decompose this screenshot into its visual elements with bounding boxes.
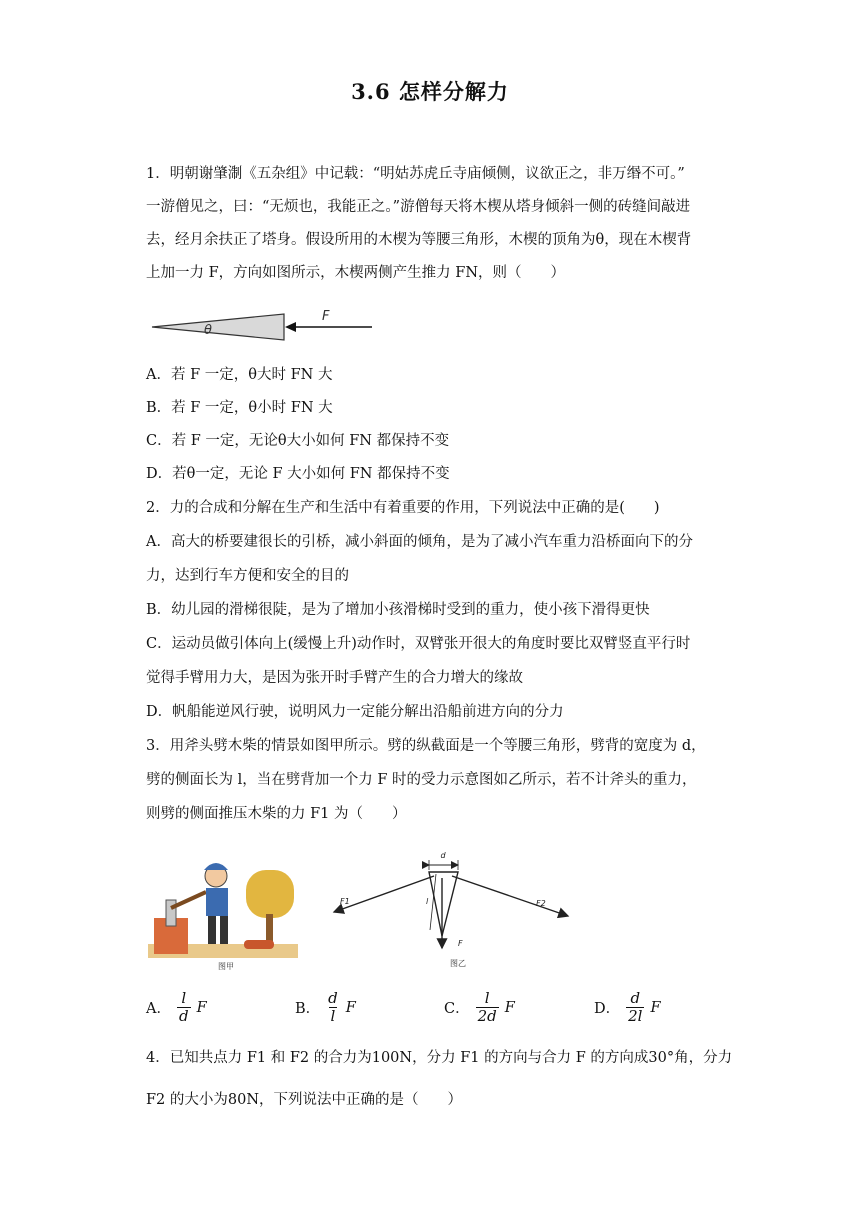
wedge-outline [429,872,458,936]
q1-line-3: 去，经月余扶正了塔身。假设所用的木楔为等腰三角形，木楔的顶角为θ，现在木楔背 [146,232,692,248]
fraction [476,990,499,1025]
force-diagram [330,848,580,973]
person-leg-right [220,916,228,944]
label-f1: F1 [340,897,350,906]
fraction-numerator: d [328,989,338,1007]
q3-option-a[interactable] [146,990,207,1025]
q1-option-d[interactable]: D．若θ一定，无论 F 大小如何 FN 都保持不变 [146,466,450,482]
q3-option-c[interactable] [444,990,515,1025]
wedge-figure [146,300,386,350]
person-body [206,888,228,916]
option-letter: D． [594,1001,621,1017]
person-leg-left [208,916,216,944]
option-letter: A． [146,1001,171,1017]
q2-option-c-line-1[interactable]: C．运动员做引体向上(缓慢上升)动作时，双臂张开很大的角度时要比双臂竖直平行时 [146,636,691,652]
force-symbol: F [504,999,515,1016]
q2-option-a-line-2[interactable]: 力，达到行车方便和安全的目的 [146,568,349,584]
fraction-denominator: l [330,1007,336,1025]
fraction [326,990,340,1025]
fraction-denominator: d [178,1007,189,1025]
q3-option-d[interactable] [594,990,661,1025]
person-cap [204,863,228,870]
q1-line-1: 1．明朝谢肇淛《五杂组》中记载：“明姑苏虎丘寺庙倾侧，议欲正之，非万缗不可。” [146,166,685,182]
q1-line-2: 一游僧见之，曰：“无烦也，我能正之。”游僧每天将木楔从塔身倾斜一侧的砖缝间敲进 [146,199,691,215]
q1-line-4: 上加一力 F，方向如图所示，木楔两侧产生推力 FN，则（ ） [146,265,566,281]
fraction-numerator: d [630,989,641,1007]
label-f2: F2 [536,899,546,908]
q3-line-3: 则劈的侧面推压木柴的力 F1 为（ ） [146,806,407,822]
q2-stem: 2．力的合成和分解在生产和生活中有着重要的作用，下列说法中正确的是( ) [146,500,660,516]
option-letter: B． [295,1001,321,1017]
force-arrow-head [285,322,296,332]
page-title: 3.6 怎样分解力 [351,79,509,104]
force-f1-arrow [334,876,434,912]
q4-line-1: 4．已知共点力 F1 和 F2 的合力为100N，分力 F1 的方向与合力 F 的方向成30°角，分力 [146,1050,733,1066]
fraction-numerator: l [181,989,187,1007]
fraction [177,990,191,1025]
wedge-shape [152,314,284,340]
label-d: d [440,851,446,860]
fig-a-caption: 图甲 [218,962,234,971]
q2-option-c-line-2[interactable]: 觉得手臂用力大，是因为张开时手臂产生的合力增大的缘故 [146,670,523,686]
q2-option-b[interactable]: B．幼儿园的滑梯很陡，是为了增加小孩滑梯时受到的重力，使小孩下滑得更快 [146,602,650,618]
q4-line-2: F2 的大小为80N，下列说法中正确的是（ ） [146,1092,463,1108]
fig-b-caption: 图乙 [450,959,466,968]
q3-line-2: 劈的侧面长为 l，当在劈背加一个力 F 时的受力示意图如乙所示，若不计斧头的重力， [146,772,697,788]
force-f-label: F [322,309,330,324]
q3-option-b[interactable] [295,990,356,1025]
q2-option-d[interactable]: D．帆船能逆风行驶，说明风力一定能分解出沿船前进方向的分力 [146,704,564,720]
fraction-denominator: 2d [477,1007,497,1025]
fraction-denominator: 2l [628,1007,643,1025]
q2-option-a-line-1[interactable]: A．高大的桥要建很长的引桥，减小斜面的倾角，是为了减小汽车重力沿桥面向下的分 [146,534,693,550]
force-symbol: F [650,999,661,1016]
theta-label: θ [204,323,212,338]
force-symbol: F [196,999,207,1016]
q1-option-b[interactable]: B．若 F 一定，θ小时 FN 大 [146,400,333,416]
q1-option-c[interactable]: C．若 F 一定，无论θ大小如何 FN 都保持不变 [146,433,450,449]
force-f2-arrow [452,876,568,916]
firewood-logs [244,940,274,949]
force-symbol: F [345,999,356,1016]
axe-head [166,900,176,926]
fraction [626,990,644,1025]
option-letter: C． [444,1001,470,1017]
q3-line-1: 3．用斧头劈木柴的情景如图甲所示。劈的纵截面是一个等腰三角形，劈背的宽度为 d， [146,738,706,754]
tree-foliage [246,870,294,918]
fraction-numerator: l [484,989,490,1007]
q1-option-a[interactable]: A．若 F 一定，θ大时 FN 大 [146,367,333,383]
label-f: F [458,939,463,948]
wood-chopping-illustration [146,848,306,973]
label-l: l [426,897,429,906]
